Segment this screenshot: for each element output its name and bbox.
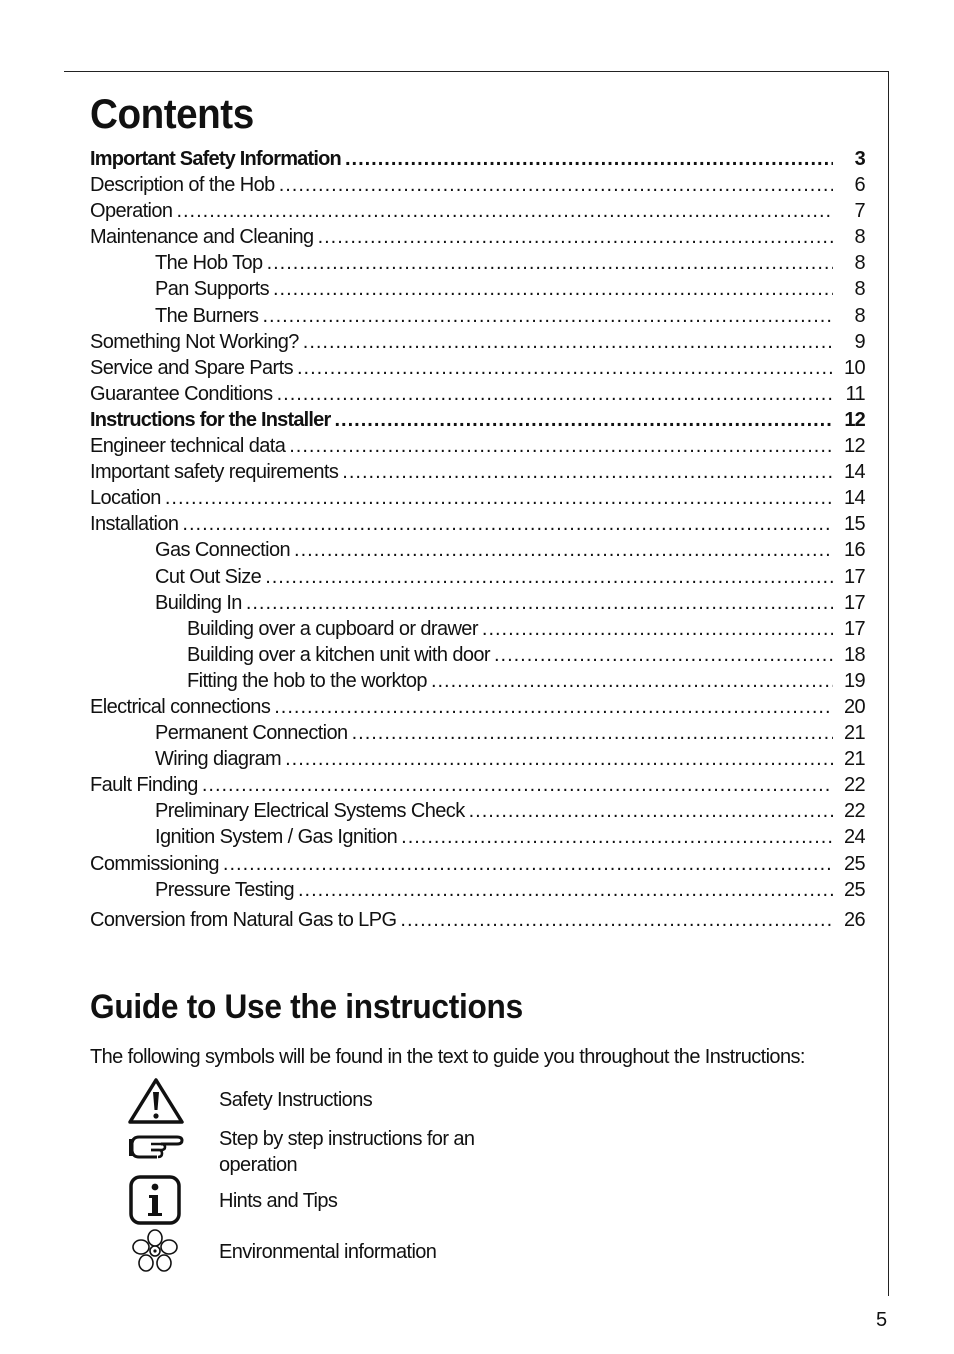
toc-leader-dots <box>303 329 833 355</box>
toc-entry <box>90 276 865 302</box>
toc-entry-label: Description of the Hob <box>90 174 275 197</box>
toc-entry-page: 17 <box>843 617 865 640</box>
toc-entry-label: Commissioning <box>90 852 219 875</box>
toc-leader-dots <box>176 198 833 224</box>
toc-entry-page: 11 <box>845 382 865 405</box>
symbol-label-hints: Hints and Tips <box>219 1190 338 1212</box>
toc-entry <box>90 851 865 877</box>
toc-entry <box>90 694 865 720</box>
toc-leader-dots <box>318 224 833 250</box>
toc-entry-page: 3 <box>854 148 865 170</box>
toc-entry-page: 8 <box>854 252 865 275</box>
symbol-label-environment: Environmental information <box>219 1241 437 1263</box>
toc-leader-dots <box>202 772 833 798</box>
top-rule <box>64 71 889 72</box>
toc-entry-page: 12 <box>844 408 865 431</box>
toc-entry <box>90 720 865 746</box>
toc-entry-label: Service and Spare Parts <box>90 356 293 379</box>
toc-entry-label: Ignition System / Gas Ignition <box>155 826 398 849</box>
contents-title: Contents <box>90 90 254 137</box>
table-of-contents <box>90 146 865 933</box>
symbol-label-step: Step by step instructions for an operation <box>219 1128 475 1176</box>
toc-entry-label: Instructions for the Installer <box>90 408 331 431</box>
toc-entry <box>90 877 865 903</box>
toc-entry-page: 10 <box>843 356 865 379</box>
toc-leader-dots <box>223 851 833 877</box>
toc-entry-label: Building In <box>155 591 242 614</box>
page-number: 5 <box>876 1309 888 1331</box>
guide-title: Guide to Use the instructions <box>90 988 523 1026</box>
toc-entry-page: 25 <box>843 852 865 875</box>
toc-entry-label: Preliminary Electrical Systems Check <box>155 800 465 823</box>
toc-leader-dots <box>165 485 833 511</box>
toc-entry <box>90 824 865 850</box>
toc-entry <box>90 303 865 329</box>
toc-entry <box>90 198 865 224</box>
toc-entry <box>90 616 865 642</box>
toc-leader-dots <box>494 642 833 668</box>
toc-leader-dots <box>345 146 833 172</box>
toc-entry <box>90 485 865 511</box>
toc-entry-label: Building over a kitchen unit with door <box>187 643 490 666</box>
toc-entry-label: Important safety requirements <box>90 461 339 484</box>
toc-leader-dots <box>246 590 833 616</box>
toc-entry-page: 17 <box>843 591 865 614</box>
toc-entry-page: 9 <box>854 330 865 353</box>
toc-leader-dots <box>262 303 833 329</box>
toc-entry-label: Operation <box>90 200 173 223</box>
toc-entry <box>90 224 865 250</box>
toc-leader-dots <box>294 537 833 563</box>
toc-leader-dots <box>352 720 833 746</box>
toc-entry <box>90 564 865 590</box>
toc-entry <box>90 172 865 198</box>
toc-entry-label: The Hob Top <box>155 252 263 275</box>
toc-leader-dots <box>273 276 833 302</box>
toc-entry <box>90 642 865 668</box>
toc-entry <box>90 798 865 824</box>
toc-entry <box>90 250 865 276</box>
toc-entry-label: Location <box>90 487 161 510</box>
toc-entry-page: 17 <box>843 565 865 588</box>
toc-entry-label: Conversion from Natural Gas to LPG <box>90 908 397 931</box>
guide-intro: The following symbols will be found in the text to guide you throughout the Instructions: <box>90 1046 805 1068</box>
toc-leader-dots <box>469 798 833 824</box>
toc-entry-page: 22 <box>843 774 865 797</box>
right-rule <box>888 71 889 1296</box>
toc-leader-dots <box>298 877 833 903</box>
toc-leader-dots <box>285 746 833 772</box>
toc-entry-label: Guarantee Conditions <box>90 382 273 405</box>
toc-entry-page: 12 <box>843 435 865 458</box>
toc-entry <box>90 355 865 381</box>
toc-entry <box>90 511 865 537</box>
pointing-hand-icon <box>127 1128 185 1167</box>
toc-leader-dots <box>274 694 833 720</box>
toc-entry-page: 24 <box>843 826 865 849</box>
toc-entry <box>90 537 865 563</box>
toc-entry-page: 15 <box>843 513 865 536</box>
toc-leader-dots <box>277 381 833 407</box>
toc-leader-dots <box>334 407 833 433</box>
toc-entry-label: Fault Finding <box>90 774 198 797</box>
toc-entry-label: Fitting the hob to the worktop <box>187 669 427 692</box>
toc-entry-page: 25 <box>843 878 865 901</box>
toc-entry-page: 19 <box>843 669 865 692</box>
toc-entry <box>90 668 865 694</box>
toc-leader-dots <box>482 616 833 642</box>
toc-leader-dots <box>401 824 833 850</box>
toc-entry-page: 21 <box>843 722 865 745</box>
toc-entry-label: Cut Out Size <box>155 565 262 588</box>
toc-entry-label: Pan Supports <box>155 278 269 301</box>
toc-entry <box>90 407 865 433</box>
toc-leader-dots <box>279 172 833 198</box>
toc-entry <box>90 746 865 772</box>
toc-entry-label: Installation <box>90 513 179 536</box>
flower-icon <box>127 1228 185 1279</box>
warning-triangle-icon <box>127 1077 185 1130</box>
toc-entry-page: 6 <box>854 174 865 197</box>
toc-leader-dots <box>267 250 833 276</box>
toc-entry-page: 21 <box>843 748 865 771</box>
symbol-label-safety: Safety Instructions <box>219 1089 373 1111</box>
toc-entry-page: 18 <box>843 643 865 666</box>
toc-leader-dots <box>265 564 833 590</box>
toc-entry-page: 7 <box>854 200 865 223</box>
toc-entry-page: 14 <box>843 461 865 484</box>
toc-leader-dots <box>289 433 833 459</box>
toc-entry-label: Pressure Testing <box>155 878 294 901</box>
toc-entry-label: Something Not Working? <box>90 330 299 353</box>
toc-entry-page: 26 <box>843 908 865 931</box>
toc-entry-page: 14 <box>843 487 865 510</box>
toc-entry <box>90 433 865 459</box>
toc-entry-label: Gas Connection <box>155 539 291 562</box>
toc-entry <box>90 907 865 933</box>
toc-entry-label: Electrical connections <box>90 695 271 718</box>
toc-entry-page: 8 <box>854 304 865 327</box>
toc-entry-label: Important Safety Information <box>90 148 341 170</box>
toc-entry-page: 20 <box>843 695 865 718</box>
info-icon <box>127 1175 185 1230</box>
toc-leader-dots <box>431 668 833 694</box>
toc-entry-label: Building over a cupboard or drawer <box>187 617 478 640</box>
toc-leader-dots <box>182 511 833 537</box>
toc-entry-label: The Burners <box>155 304 259 327</box>
toc-entry <box>90 459 865 485</box>
toc-leader-dots <box>342 459 833 485</box>
toc-entry-label: Permanent Connection <box>155 722 348 745</box>
toc-entry-label: Engineer technical data <box>90 435 286 458</box>
toc-leader-dots <box>297 355 833 381</box>
toc-entry-label: Wiring diagram <box>155 748 282 771</box>
toc-entry-page: 16 <box>843 539 865 562</box>
toc-entry-label: Maintenance and Cleaning <box>90 226 314 249</box>
toc-entry <box>90 772 865 798</box>
toc-entry <box>90 590 865 616</box>
toc-entry-page: 8 <box>854 278 865 301</box>
toc-leader-dots <box>400 907 833 933</box>
toc-entry <box>90 329 865 355</box>
toc-entry-page: 8 <box>854 226 865 249</box>
toc-entry <box>90 381 865 407</box>
toc-entry-page: 22 <box>843 800 865 823</box>
toc-entry <box>90 146 865 172</box>
